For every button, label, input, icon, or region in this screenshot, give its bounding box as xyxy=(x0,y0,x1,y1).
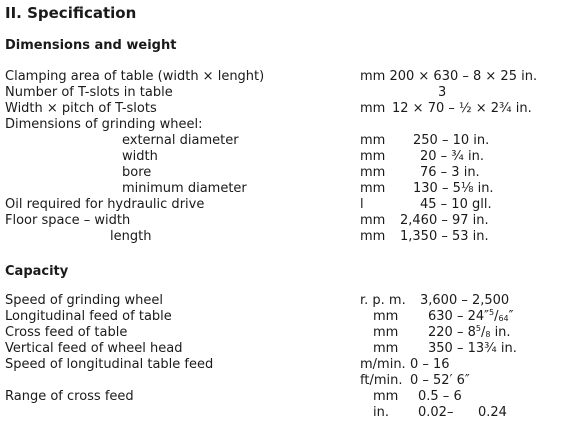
spec-value: 76 – 3 in. xyxy=(420,165,480,180)
value-tail: ″ xyxy=(508,309,514,324)
spec-value: $220 - 8^5/_8$ in. xyxy=(428,324,511,340)
spec-value-min: 0.02– xyxy=(418,405,454,420)
spec-label: bore xyxy=(122,165,152,180)
spec-row-width xyxy=(0,149,563,165)
spec-unit: mm xyxy=(373,309,399,324)
spec-row-long-speed xyxy=(0,357,563,373)
value-main: 220 – 8 xyxy=(428,325,476,340)
spec-unit: mm xyxy=(360,213,386,228)
spec-row-range-cross xyxy=(0,389,563,405)
spec-label: Cross feed of table xyxy=(5,325,128,340)
spec-label: width xyxy=(122,149,158,164)
spec-unit: m/min. xyxy=(360,357,406,372)
spec-value: 45 – 10 gll. xyxy=(420,197,492,212)
spec-row-vert-feed xyxy=(0,341,563,357)
spec-row-long-feed xyxy=(0,309,563,325)
spec-value: 2,460 – 97 in. xyxy=(400,213,489,228)
spec-unit: mm xyxy=(360,149,386,164)
spec-label: Clamping area of table (width × lenght) xyxy=(5,69,265,84)
spec-label: length xyxy=(110,229,152,244)
spec-value: 0 – 16 xyxy=(410,357,450,372)
spec-unit: r. p. m. xyxy=(360,293,406,308)
spec-unit: ft/min. xyxy=(360,373,403,388)
value-tail: in. xyxy=(490,325,511,340)
spec-row-oil xyxy=(0,197,563,213)
spec-row-bore xyxy=(0,165,563,181)
spec-value-max: 0.24 xyxy=(478,405,507,420)
spec-unit: l xyxy=(360,197,364,212)
spec-value: mm 200 × 630 – 8 × 25 in. xyxy=(360,69,538,84)
spec-value: 3,600 – 2,500 xyxy=(420,293,510,308)
spec-value: 3 xyxy=(438,85,447,100)
spec-unit: mm xyxy=(360,101,386,116)
spec-label: Floor space – width xyxy=(5,213,131,228)
spec-unit: in. xyxy=(373,405,389,420)
spec-value: 12 × 70 – ½ × 2¾ in. xyxy=(392,101,532,116)
value-main: 630 – 24″ xyxy=(428,309,489,324)
spec-row-range-cross-imperial xyxy=(0,405,563,421)
spec-value: 0.5 – 6 xyxy=(418,389,462,404)
spec-unit: mm xyxy=(360,133,386,148)
fraction-denominator: 64 xyxy=(498,314,509,323)
spec-unit: mm xyxy=(360,165,386,180)
fraction-numerator: 5 xyxy=(488,308,495,317)
spec-unit: mm xyxy=(373,325,399,340)
spec-row-long-speed-imperial xyxy=(0,373,563,389)
spec-row-tslots-pitch xyxy=(0,101,563,117)
spec-unit: mm xyxy=(360,181,386,196)
spec-value: 1,350 – 53 in. xyxy=(400,229,489,244)
spec-unit: mm xyxy=(373,389,399,404)
spec-label: Oil required for hydraulic drive xyxy=(5,197,205,212)
spec-value: $630 - 24''^5/_{64}''$ xyxy=(428,308,514,324)
heading-capacity: Capacity xyxy=(5,264,69,279)
spec-row-cross-feed xyxy=(0,325,563,341)
spec-value: 350 – 13¾ in. xyxy=(428,341,517,356)
spec-row-ext-dia xyxy=(0,133,563,149)
spec-row-floor-length xyxy=(0,229,563,245)
spec-label: Range of cross feed xyxy=(5,389,134,404)
spec-row-wheel-dims xyxy=(0,117,563,133)
fraction-numerator: 5 xyxy=(475,324,481,333)
spec-row-tslots-count xyxy=(0,85,563,101)
spec-label: external diameter xyxy=(122,133,239,148)
spec-label: minimum diameter xyxy=(122,181,247,196)
spec-label: Width × pitch of T-slots xyxy=(5,101,157,116)
spec-label: Number of T-slots in table xyxy=(5,85,173,100)
spec-row-floor-width xyxy=(0,213,563,229)
spec-label: Vertical feed of wheel head xyxy=(5,341,183,356)
spec-label: Speed of grinding wheel xyxy=(5,293,163,308)
spec-value: 0 – 52′ 6″ xyxy=(410,373,470,388)
spec-value: 20 – ¾ in. xyxy=(420,149,485,164)
spec-value: 250 – 10 in. xyxy=(413,133,490,148)
spec-row-min-dia xyxy=(0,181,563,197)
spec-row-clamping xyxy=(0,69,563,85)
section-title: II. Specification xyxy=(5,4,137,22)
spec-label: Longitudinal feed of table xyxy=(5,309,172,324)
spec-label: Dimensions of grinding wheel: xyxy=(5,117,203,132)
spec-unit: mm xyxy=(373,341,399,356)
spec-unit: mm xyxy=(360,229,386,244)
spec-label: Speed of longitudinal table feed xyxy=(5,357,214,372)
heading-dimensions: Dimensions and weight xyxy=(5,38,177,53)
fraction-denominator: 8 xyxy=(485,330,491,339)
spec-row-speed-wheel xyxy=(0,293,563,309)
spec-value: 130 – 5⅛ in. xyxy=(413,181,494,196)
